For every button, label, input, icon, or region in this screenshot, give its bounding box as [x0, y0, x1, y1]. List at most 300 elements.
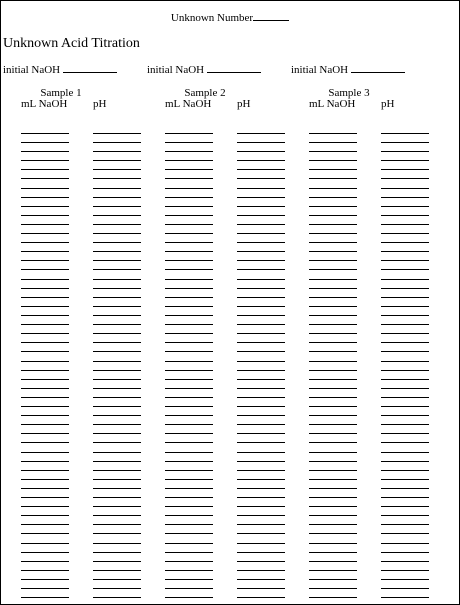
- sample-2-volume-blank-line[interactable]: [165, 269, 213, 270]
- sample-1-volume-blank-line[interactable]: [21, 133, 69, 134]
- sample-2-ph-blank-line[interactable]: [237, 178, 285, 179]
- sample-3-volume-blank-line[interactable]: [309, 297, 357, 298]
- sample-2-volume-blank-line[interactable]: [165, 178, 213, 179]
- sample-1-volume-blank-line[interactable]: [21, 470, 69, 471]
- sample-2-ph-blank-line[interactable]: [237, 406, 285, 407]
- sample-3-volume-blank-line[interactable]: [309, 206, 357, 207]
- sample-3-volume-blank-line[interactable]: [309, 397, 357, 398]
- sample-3-volume-blank-line[interactable]: [309, 342, 357, 343]
- sample-1-volume-blank-line[interactable]: [21, 251, 69, 252]
- sample-3-ph-blank-line[interactable]: [381, 260, 429, 261]
- sample-2-ph-blank-line[interactable]: [237, 361, 285, 362]
- sample-1-ph-blank-line[interactable]: [93, 461, 141, 462]
- sample-2-volume-blank-line[interactable]: [165, 361, 213, 362]
- sample-3-ph-blank-line[interactable]: [381, 406, 429, 407]
- sample-1-ph-blank-line[interactable]: [93, 442, 141, 443]
- sample-2-ph-blank-line[interactable]: [237, 543, 285, 544]
- sample-1-volume-blank-line[interactable]: [21, 533, 69, 534]
- sample-3-ph-blank-line[interactable]: [381, 424, 429, 425]
- sample-3-ph-blank-line[interactable]: [381, 388, 429, 389]
- sample-2-ph-blank-line[interactable]: [237, 251, 285, 252]
- sample-3-volume-blank-line[interactable]: [309, 279, 357, 280]
- sample-2-volume-blank-line[interactable]: [165, 579, 213, 580]
- sample-2-ph-blank-line[interactable]: [237, 370, 285, 371]
- sample-3-volume-blank-line[interactable]: [309, 406, 357, 407]
- sample-3-ph-blank-line[interactable]: [381, 543, 429, 544]
- sample-2-ph-blank-line[interactable]: [237, 570, 285, 571]
- sample-2-ph-blank-line[interactable]: [237, 552, 285, 553]
- sample-1-volume-blank-line[interactable]: [21, 169, 69, 170]
- sample-1-volume-blank-line[interactable]: [21, 160, 69, 161]
- sample-1-ph-blank-line[interactable]: [93, 269, 141, 270]
- sample-3-ph-blank-line[interactable]: [381, 588, 429, 589]
- sample-3-ph-blank-line[interactable]: [381, 288, 429, 289]
- sample-2-volume-blank-line[interactable]: [165, 424, 213, 425]
- sample-3-ph-blank-line[interactable]: [381, 333, 429, 334]
- sample-3-volume-blank-line[interactable]: [309, 506, 357, 507]
- sample-3-ph-blank-line[interactable]: [381, 361, 429, 362]
- sample-3-ph-blank-line[interactable]: [381, 142, 429, 143]
- sample-3-ph-blank-line[interactable]: [381, 597, 429, 598]
- sample-2-ph-blank-line[interactable]: [237, 461, 285, 462]
- sample-3-volume-blank-line[interactable]: [309, 269, 357, 270]
- sample-2-volume-blank-line[interactable]: [165, 397, 213, 398]
- sample-1-volume-blank-line[interactable]: [21, 297, 69, 298]
- sample-3-volume-blank-line[interactable]: [309, 488, 357, 489]
- sample-3-ph-blank-line[interactable]: [381, 461, 429, 462]
- sample-1-ph-blank-line[interactable]: [93, 233, 141, 234]
- sample-1-ph-blank-line[interactable]: [93, 579, 141, 580]
- sample-3-ph-blank-line[interactable]: [381, 169, 429, 170]
- sample-2-volume-blank-line[interactable]: [165, 515, 213, 516]
- sample-2-volume-blank-line[interactable]: [165, 215, 213, 216]
- sample-2-volume-blank-line[interactable]: [165, 570, 213, 571]
- sample-1-ph-blank-line[interactable]: [93, 561, 141, 562]
- sample-2-ph-blank-line[interactable]: [237, 452, 285, 453]
- sample-2-ph-blank-line[interactable]: [237, 342, 285, 343]
- sample-2-ph-blank-line[interactable]: [237, 142, 285, 143]
- sample-2-volume-blank-line[interactable]: [165, 388, 213, 389]
- sample-3-ph-blank-line[interactable]: [381, 515, 429, 516]
- sample-1-ph-blank-line[interactable]: [93, 224, 141, 225]
- sample-1-ph-blank-line[interactable]: [93, 178, 141, 179]
- sample-3-ph-blank-line[interactable]: [381, 442, 429, 443]
- sample-1-ph-blank-line[interactable]: [93, 188, 141, 189]
- sample-2-ph-blank-line[interactable]: [237, 315, 285, 316]
- sample-2-volume-blank-line[interactable]: [165, 142, 213, 143]
- sample-1-ph-blank-line[interactable]: [93, 452, 141, 453]
- sample-1-ph-blank-line[interactable]: [93, 169, 141, 170]
- sample-1-volume-blank-line[interactable]: [21, 151, 69, 152]
- sample-1-volume-blank-line[interactable]: [21, 433, 69, 434]
- sample-1-ph-blank-line[interactable]: [93, 488, 141, 489]
- sample-3-ph-blank-line[interactable]: [381, 479, 429, 480]
- sample-3-ph-blank-line[interactable]: [381, 415, 429, 416]
- sample-2-volume-blank-line[interactable]: [165, 233, 213, 234]
- sample-3-volume-blank-line[interactable]: [309, 133, 357, 134]
- sample-1-ph-blank-line[interactable]: [93, 370, 141, 371]
- sample-3-ph-blank-line[interactable]: [381, 133, 429, 134]
- sample-3-ph-blank-line[interactable]: [381, 533, 429, 534]
- sample-2-ph-blank-line[interactable]: [237, 351, 285, 352]
- sample-1-ph-blank-line[interactable]: [93, 543, 141, 544]
- sample-2-volume-blank-line[interactable]: [165, 197, 213, 198]
- sample-2-volume-blank-line[interactable]: [165, 333, 213, 334]
- sample-2-ph-blank-line[interactable]: [237, 379, 285, 380]
- sample-3-ph-blank-line[interactable]: [381, 297, 429, 298]
- sample-2-ph-blank-line[interactable]: [237, 388, 285, 389]
- sample-1-ph-blank-line[interactable]: [93, 533, 141, 534]
- sample-1-volume-blank-line[interactable]: [21, 379, 69, 380]
- sample-1-volume-blank-line[interactable]: [21, 515, 69, 516]
- sample-3-ph-blank-line[interactable]: [381, 224, 429, 225]
- sample-1-volume-blank-line[interactable]: [21, 561, 69, 562]
- unknown-number-blank[interactable]: [253, 11, 289, 21]
- sample-3-volume-blank-line[interactable]: [309, 561, 357, 562]
- sample-2-volume-blank-line[interactable]: [165, 597, 213, 598]
- sample-2-ph-blank-line[interactable]: [237, 288, 285, 289]
- sample-2-volume-blank-line[interactable]: [165, 461, 213, 462]
- sample-1-volume-blank-line[interactable]: [21, 397, 69, 398]
- sample-3-ph-blank-line[interactable]: [381, 215, 429, 216]
- sample-1-volume-blank-line[interactable]: [21, 461, 69, 462]
- sample-2-ph-blank-line[interactable]: [237, 197, 285, 198]
- sample-1-ph-blank-line[interactable]: [93, 524, 141, 525]
- sample-1-ph-blank-line[interactable]: [93, 351, 141, 352]
- sample-3-ph-blank-line[interactable]: [381, 206, 429, 207]
- sample-2-volume-blank-line[interactable]: [165, 479, 213, 480]
- sample-1-ph-blank-line[interactable]: [93, 415, 141, 416]
- sample-2-volume-blank-line[interactable]: [165, 552, 213, 553]
- sample-3-volume-blank-line[interactable]: [309, 351, 357, 352]
- sample-3-volume-blank-line[interactable]: [309, 361, 357, 362]
- sample-1-ph-blank-line[interactable]: [93, 297, 141, 298]
- sample-2-ph-blank-line[interactable]: [237, 497, 285, 498]
- sample-3-volume-blank-line[interactable]: [309, 197, 357, 198]
- sample-2-ph-blank-line[interactable]: [237, 533, 285, 534]
- sample-1-volume-blank-line[interactable]: [21, 279, 69, 280]
- sample-3-ph-blank-line[interactable]: [381, 470, 429, 471]
- sample-2-volume-blank-line[interactable]: [165, 151, 213, 152]
- sample-1-ph-blank-line[interactable]: [93, 206, 141, 207]
- sample-3-ph-blank-line[interactable]: [381, 370, 429, 371]
- sample-2-volume-blank-line[interactable]: [165, 279, 213, 280]
- sample-1-ph-blank-line[interactable]: [93, 597, 141, 598]
- sample-3-ph-blank-line[interactable]: [381, 324, 429, 325]
- sample-2-ph-blank-line[interactable]: [237, 133, 285, 134]
- sample-1-volume-blank-line[interactable]: [21, 524, 69, 525]
- sample-2-ph-blank-line[interactable]: [237, 470, 285, 471]
- sample-2-ph-blank-line[interactable]: [237, 442, 285, 443]
- sample-2-ph-blank-line[interactable]: [237, 588, 285, 589]
- sample-3-volume-blank-line[interactable]: [309, 388, 357, 389]
- sample-3-volume-blank-line[interactable]: [309, 588, 357, 589]
- sample-3-volume-blank-line[interactable]: [309, 169, 357, 170]
- sample-2-volume-blank-line[interactable]: [165, 497, 213, 498]
- sample-1-volume-blank-line[interactable]: [21, 197, 69, 198]
- sample-1-ph-blank-line[interactable]: [93, 424, 141, 425]
- sample-3-volume-blank-line[interactable]: [309, 570, 357, 571]
- sample-1-ph-blank-line[interactable]: [93, 242, 141, 243]
- sample-1-volume-blank-line[interactable]: [21, 497, 69, 498]
- sample-2-ph-blank-line[interactable]: [237, 415, 285, 416]
- sample-2-volume-blank-line[interactable]: [165, 524, 213, 525]
- sample-3-ph-blank-line[interactable]: [381, 397, 429, 398]
- sample-1-ph-blank-line[interactable]: [93, 515, 141, 516]
- sample-1-volume-blank-line[interactable]: [21, 333, 69, 334]
- sample-2-ph-blank-line[interactable]: [237, 188, 285, 189]
- sample-3-volume-blank-line[interactable]: [309, 379, 357, 380]
- sample-2-ph-blank-line[interactable]: [237, 506, 285, 507]
- sample-3-ph-blank-line[interactable]: [381, 552, 429, 553]
- sample-3-volume-blank-line[interactable]: [309, 315, 357, 316]
- sample-1-ph-blank-line[interactable]: [93, 342, 141, 343]
- sample-1-ph-blank-line[interactable]: [93, 333, 141, 334]
- sample-3-volume-blank-line[interactable]: [309, 552, 357, 553]
- sample-3-volume-blank-line[interactable]: [309, 242, 357, 243]
- sample-2-ph-blank-line[interactable]: [237, 233, 285, 234]
- sample-3-ph-blank-line[interactable]: [381, 488, 429, 489]
- sample-1-ph-blank-line[interactable]: [93, 151, 141, 152]
- sample-1-volume-blank-line[interactable]: [21, 306, 69, 307]
- sample-3-volume-blank-line[interactable]: [309, 160, 357, 161]
- sample-3-ph-blank-line[interactable]: [381, 342, 429, 343]
- sample-1-ph-blank-line[interactable]: [93, 306, 141, 307]
- sample-1-ph-blank-line[interactable]: [93, 397, 141, 398]
- sample-1-volume-blank-line[interactable]: [21, 488, 69, 489]
- sample-1-ph-blank-line[interactable]: [93, 379, 141, 380]
- sample-2-ph-blank-line[interactable]: [237, 215, 285, 216]
- sample-1-volume-blank-line[interactable]: [21, 269, 69, 270]
- sample-2-ph-blank-line[interactable]: [237, 479, 285, 480]
- sample-1-volume-blank-line[interactable]: [21, 361, 69, 362]
- sample-1-volume-blank-line[interactable]: [21, 215, 69, 216]
- sample-1-volume-blank-line[interactable]: [21, 506, 69, 507]
- sample-3-ph-blank-line[interactable]: [381, 351, 429, 352]
- sample-3-volume-blank-line[interactable]: [309, 415, 357, 416]
- sample-3-ph-blank-line[interactable]: [381, 315, 429, 316]
- sample-3-volume-blank-line[interactable]: [309, 306, 357, 307]
- sample-3-ph-blank-line[interactable]: [381, 433, 429, 434]
- sample-3-volume-blank-line[interactable]: [309, 142, 357, 143]
- sample-3-volume-blank-line[interactable]: [309, 543, 357, 544]
- sample-2-volume-blank-line[interactable]: [165, 470, 213, 471]
- sample-1-volume-blank-line[interactable]: [21, 370, 69, 371]
- sample-1-volume-blank-line[interactable]: [21, 424, 69, 425]
- sample-2-volume-blank-line[interactable]: [165, 324, 213, 325]
- sample-2-volume-blank-line[interactable]: [165, 506, 213, 507]
- sample-2-volume-blank-line[interactable]: [165, 169, 213, 170]
- sample-1-ph-blank-line[interactable]: [93, 470, 141, 471]
- sample-2-volume-blank-line[interactable]: [165, 379, 213, 380]
- sample-1-volume-blank-line[interactable]: [21, 570, 69, 571]
- sample-3-volume-blank-line[interactable]: [309, 479, 357, 480]
- sample-1-volume-blank-line[interactable]: [21, 178, 69, 179]
- sample-1-ph-blank-line[interactable]: [93, 388, 141, 389]
- sample-2-ph-blank-line[interactable]: [237, 242, 285, 243]
- sample-3-volume-blank-line[interactable]: [309, 188, 357, 189]
- sample-2-volume-blank-line[interactable]: [165, 588, 213, 589]
- sample-1-volume-blank-line[interactable]: [21, 288, 69, 289]
- sample-1-volume-blank-line[interactable]: [21, 188, 69, 189]
- sample-2-ph-blank-line[interactable]: [237, 561, 285, 562]
- sample-2-volume-blank-line[interactable]: [165, 260, 213, 261]
- sample-1-ph-blank-line[interactable]: [93, 215, 141, 216]
- sample-1-volume-blank-line[interactable]: [21, 351, 69, 352]
- sample-3-volume-blank-line[interactable]: [309, 579, 357, 580]
- sample-2-ph-blank-line[interactable]: [237, 279, 285, 280]
- sample-3-ph-blank-line[interactable]: [381, 197, 429, 198]
- sample-3-ph-blank-line[interactable]: [381, 379, 429, 380]
- initial-naoh-blank[interactable]: [351, 63, 405, 73]
- sample-2-volume-blank-line[interactable]: [165, 206, 213, 207]
- sample-1-ph-blank-line[interactable]: [93, 288, 141, 289]
- sample-3-volume-blank-line[interactable]: [309, 442, 357, 443]
- sample-3-volume-blank-line[interactable]: [309, 251, 357, 252]
- sample-3-ph-blank-line[interactable]: [381, 160, 429, 161]
- sample-2-ph-blank-line[interactable]: [237, 324, 285, 325]
- sample-3-ph-blank-line[interactable]: [381, 506, 429, 507]
- sample-3-volume-blank-line[interactable]: [309, 233, 357, 234]
- sample-3-volume-blank-line[interactable]: [309, 260, 357, 261]
- sample-2-ph-blank-line[interactable]: [237, 297, 285, 298]
- sample-3-ph-blank-line[interactable]: [381, 579, 429, 580]
- sample-3-volume-blank-line[interactable]: [309, 424, 357, 425]
- sample-2-volume-blank-line[interactable]: [165, 342, 213, 343]
- initial-naoh-blank[interactable]: [63, 63, 117, 73]
- sample-3-volume-blank-line[interactable]: [309, 497, 357, 498]
- sample-3-volume-blank-line[interactable]: [309, 452, 357, 453]
- sample-2-volume-blank-line[interactable]: [165, 188, 213, 189]
- sample-2-ph-blank-line[interactable]: [237, 579, 285, 580]
- sample-2-volume-blank-line[interactable]: [165, 488, 213, 489]
- sample-1-volume-blank-line[interactable]: [21, 324, 69, 325]
- sample-2-volume-blank-line[interactable]: [165, 370, 213, 371]
- sample-1-volume-blank-line[interactable]: [21, 233, 69, 234]
- sample-1-ph-blank-line[interactable]: [93, 315, 141, 316]
- sample-1-volume-blank-line[interactable]: [21, 406, 69, 407]
- sample-2-volume-blank-line[interactable]: [165, 406, 213, 407]
- sample-1-volume-blank-line[interactable]: [21, 206, 69, 207]
- sample-2-volume-blank-line[interactable]: [165, 351, 213, 352]
- sample-2-ph-blank-line[interactable]: [237, 515, 285, 516]
- sample-2-ph-blank-line[interactable]: [237, 169, 285, 170]
- initial-naoh-blank[interactable]: [207, 63, 261, 73]
- sample-3-volume-blank-line[interactable]: [309, 515, 357, 516]
- sample-2-ph-blank-line[interactable]: [237, 524, 285, 525]
- sample-1-volume-blank-line[interactable]: [21, 388, 69, 389]
- sample-1-ph-blank-line[interactable]: [93, 570, 141, 571]
- sample-1-ph-blank-line[interactable]: [93, 133, 141, 134]
- sample-1-volume-blank-line[interactable]: [21, 543, 69, 544]
- sample-2-volume-blank-line[interactable]: [165, 561, 213, 562]
- sample-2-ph-blank-line[interactable]: [237, 333, 285, 334]
- sample-2-ph-blank-line[interactable]: [237, 206, 285, 207]
- sample-3-ph-blank-line[interactable]: [381, 251, 429, 252]
- sample-2-ph-blank-line[interactable]: [237, 151, 285, 152]
- sample-1-ph-blank-line[interactable]: [93, 197, 141, 198]
- sample-1-volume-blank-line[interactable]: [21, 588, 69, 589]
- sample-3-volume-blank-line[interactable]: [309, 461, 357, 462]
- sample-2-volume-blank-line[interactable]: [165, 133, 213, 134]
- sample-1-volume-blank-line[interactable]: [21, 315, 69, 316]
- sample-1-volume-blank-line[interactable]: [21, 224, 69, 225]
- sample-1-volume-blank-line[interactable]: [21, 242, 69, 243]
- sample-1-ph-blank-line[interactable]: [93, 433, 141, 434]
- sample-1-volume-blank-line[interactable]: [21, 142, 69, 143]
- sample-3-ph-blank-line[interactable]: [381, 497, 429, 498]
- sample-1-ph-blank-line[interactable]: [93, 497, 141, 498]
- sample-1-ph-blank-line[interactable]: [93, 251, 141, 252]
- sample-3-volume-blank-line[interactable]: [309, 524, 357, 525]
- sample-2-volume-blank-line[interactable]: [165, 543, 213, 544]
- sample-1-ph-blank-line[interactable]: [93, 588, 141, 589]
- sample-3-volume-blank-line[interactable]: [309, 533, 357, 534]
- sample-1-volume-blank-line[interactable]: [21, 579, 69, 580]
- sample-2-volume-blank-line[interactable]: [165, 224, 213, 225]
- sample-2-ph-blank-line[interactable]: [237, 306, 285, 307]
- sample-1-ph-blank-line[interactable]: [93, 260, 141, 261]
- sample-3-volume-blank-line[interactable]: [309, 215, 357, 216]
- sample-2-volume-blank-line[interactable]: [165, 242, 213, 243]
- sample-1-volume-blank-line[interactable]: [21, 415, 69, 416]
- sample-1-ph-blank-line[interactable]: [93, 279, 141, 280]
- sample-2-volume-blank-line[interactable]: [165, 415, 213, 416]
- sample-2-volume-blank-line[interactable]: [165, 288, 213, 289]
- sample-1-ph-blank-line[interactable]: [93, 552, 141, 553]
- sample-2-volume-blank-line[interactable]: [165, 433, 213, 434]
- sample-2-volume-blank-line[interactable]: [165, 251, 213, 252]
- sample-3-volume-blank-line[interactable]: [309, 324, 357, 325]
- sample-2-volume-blank-line[interactable]: [165, 442, 213, 443]
- sample-3-volume-blank-line[interactable]: [309, 224, 357, 225]
- sample-1-volume-blank-line[interactable]: [21, 342, 69, 343]
- sample-1-ph-blank-line[interactable]: [93, 160, 141, 161]
- sample-3-ph-blank-line[interactable]: [381, 561, 429, 562]
- sample-2-volume-blank-line[interactable]: [165, 306, 213, 307]
- sample-3-volume-blank-line[interactable]: [309, 333, 357, 334]
- sample-1-ph-blank-line[interactable]: [93, 324, 141, 325]
- sample-3-volume-blank-line[interactable]: [309, 370, 357, 371]
- sample-3-ph-blank-line[interactable]: [381, 233, 429, 234]
- sample-2-volume-blank-line[interactable]: [165, 297, 213, 298]
- sample-2-volume-blank-line[interactable]: [165, 315, 213, 316]
- sample-2-ph-blank-line[interactable]: [237, 224, 285, 225]
- sample-2-volume-blank-line[interactable]: [165, 452, 213, 453]
- sample-3-volume-blank-line[interactable]: [309, 470, 357, 471]
- sample-3-volume-blank-line[interactable]: [309, 288, 357, 289]
- sample-1-ph-blank-line[interactable]: [93, 361, 141, 362]
- sample-1-volume-blank-line[interactable]: [21, 479, 69, 480]
- sample-1-ph-blank-line[interactable]: [93, 506, 141, 507]
- sample-3-ph-blank-line[interactable]: [381, 242, 429, 243]
- sample-3-volume-blank-line[interactable]: [309, 151, 357, 152]
- sample-3-ph-blank-line[interactable]: [381, 178, 429, 179]
- sample-1-ph-blank-line[interactable]: [93, 479, 141, 480]
- sample-2-volume-blank-line[interactable]: [165, 533, 213, 534]
- sample-3-ph-blank-line[interactable]: [381, 452, 429, 453]
- sample-3-ph-blank-line[interactable]: [381, 151, 429, 152]
- sample-2-ph-blank-line[interactable]: [237, 397, 285, 398]
- sample-2-ph-blank-line[interactable]: [237, 269, 285, 270]
- sample-1-volume-blank-line[interactable]: [21, 452, 69, 453]
- sample-3-ph-blank-line[interactable]: [381, 524, 429, 525]
- sample-3-ph-blank-line[interactable]: [381, 188, 429, 189]
- sample-1-ph-blank-line[interactable]: [93, 406, 141, 407]
- sample-3-ph-blank-line[interactable]: [381, 570, 429, 571]
- sample-3-volume-blank-line[interactable]: [309, 178, 357, 179]
- sample-3-volume-blank-line[interactable]: [309, 433, 357, 434]
